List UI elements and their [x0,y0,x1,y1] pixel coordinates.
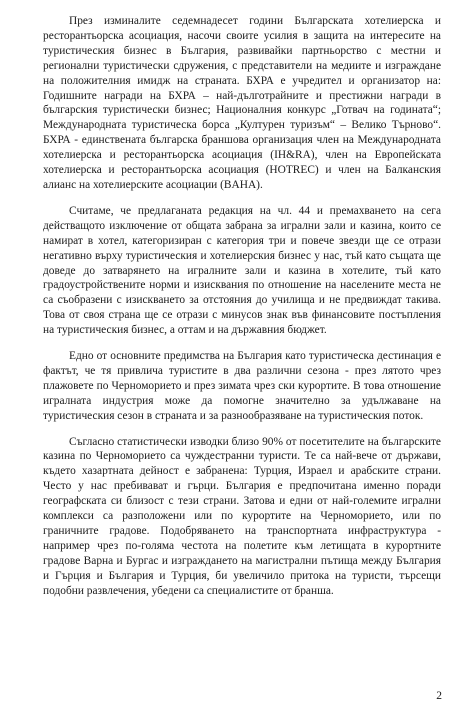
paragraph-3: Едно от основните предимства на България като туристическа дестинация е фактът, че тя привлича туристите в два различни сезона - през лятото чрез плажовете по Черноморието и през зимата чрез ски курортите. В това отношение игралната индустрия може да помогне значително за удължаване на туристическия сезон в страната и за разнообразяване на туристическия поток. [43,350,441,422]
paragraph-2: Считаме, че предлаганата редакция на чл. 44 и премахването на сега действащото изключение от общата забрана за игрални зали и казина, които се намират в хотел, категоризиран с категория три и повече звезди ще се отрази негативно върху туристическия и хотелиерския бизнес у нас, тъй като същата ще доведе до затварянето на игралните зали и казина в хотелите, тъй като градоустройствените норми и изисквания по отношение на населените места не са съобразени с изискването за отстояния до училища и не предвиждат такива. Това от своя страна ще се отрази с минусов знак във финансовите постъпления на туристическия бизнес, а оттам и на държавния бюджет. [43,204,441,337]
paragraph-4: Съгласно статистически изводки близо 90% от посетителите на българските казина по Черноморието са чуждестранни туристи. Те са най-вече от държави, където хазартната дейност е забранена: Турция, Израел и арабските страни. Често у нас пребивават и гърци. България е предпочитана именно поради географската си близост с тези страни. Затова и едни от най-големите игрални комплекси са разположени или по курортите на Черноморието, или по граничните градове. Подобряването на транспортната инфраструктура - например чрез по-голяма честота на полетите към летищата в курортните градове Варна и Бургас и изграждането на магистрални пътища между България и Гърция и България и Турция, би увеличило притока на туристи, търсещи подобни развлечения, убедени са специалистите от бранша. [43,435,441,597]
paragraph-1: През изминалите седемнадесет години Българската хотелиерска и ресторантьорска асоциация, насочи своите усилия в защита на интересите на туристическия бизнес в България, развивайки партньорство с местни и регионални туристически сдружения, с представители на медиите и изграждане на положителния имидж на страната. БХРА е учредител и организатор на: Годишните награди на БХРА – най-дълготрайните и престижни награди в българския туристически бизнес; Националния конкурс „Готвач на годината“; Международната туристическа борса „Културен туризъм“ – Велико Търново“. БХРА - единствената българска браншова организация член на Международната хотелиерска и ресторантьорска асоциация (IH&RA), член на Европейската хотелиерска и ресторантьорска асоциация (HOTREC) и член на Балканския алианс на хотелиерските асоциации (BAHA). [43,15,441,191]
page-number: 2 [436,690,442,702]
document-page [43,14,441,610]
